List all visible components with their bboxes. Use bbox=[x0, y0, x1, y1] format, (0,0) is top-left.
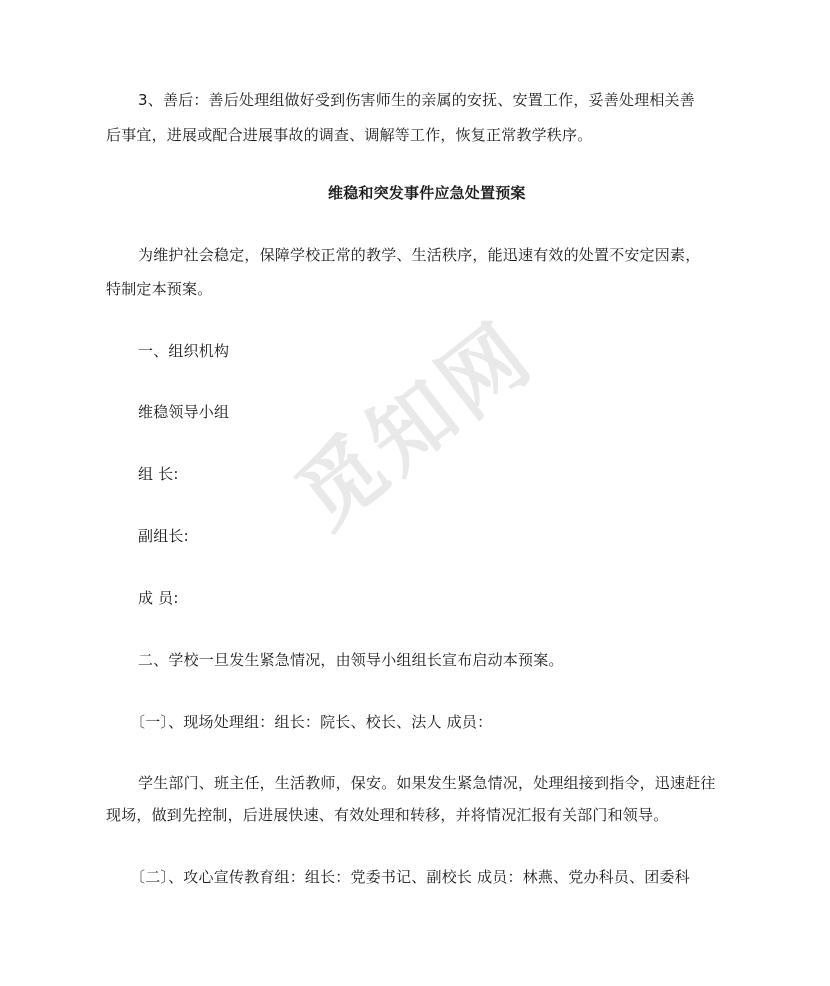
watermark: 觅知网 bbox=[278, 303, 552, 547]
heading-organization: 一、组织机构 bbox=[138, 342, 230, 360]
paragraph-line: 3、善后：善后处理组做好受到伤害师生的亲属的安抚、安置工作，妥善处理相关善 bbox=[138, 91, 695, 109]
paragraph-line: 特制定本预案。 bbox=[106, 280, 213, 298]
section-title: 维稳和突发事件应急处置预案 bbox=[328, 184, 526, 202]
paragraph-line: 为维护社会稳定，保障学校正常的教学、生活秩序，能迅速有效的处置不安定因素， bbox=[138, 246, 701, 264]
paragraph-line: 维稳领导小组 bbox=[138, 403, 230, 421]
paragraph-line: 〔一〕、现场处理组：组长：院长、校长、法人 成员： bbox=[130, 713, 493, 731]
paragraph-line: 学生部门、班主任，生活教师，保安。如果发生紧急情况，处理组接到指令，迅速赶往 bbox=[138, 774, 716, 792]
paragraph-line: 组 长: bbox=[138, 465, 179, 483]
paragraph-line: 成 员: bbox=[138, 589, 179, 607]
paragraph-line: 现场，做到先控制，后进展快速、有效处理和转移，并将情况汇报有关部门和领导。 bbox=[106, 806, 669, 824]
paragraph-line: 二、学校一旦发生紧急情况，由领导小组组长宣布启动本预案。 bbox=[138, 651, 564, 669]
paragraph-line: 后事宜，进展或配合进展事故的调查、调解等工作，恢复正常教学秩序。 bbox=[106, 126, 593, 144]
paragraph-line: 副组长: bbox=[138, 527, 189, 545]
paragraph-line: 〔二〕、攻心宣传教育组：组长：党委书记、副校长 成员：林燕、党办科员、团委科 bbox=[130, 868, 690, 886]
